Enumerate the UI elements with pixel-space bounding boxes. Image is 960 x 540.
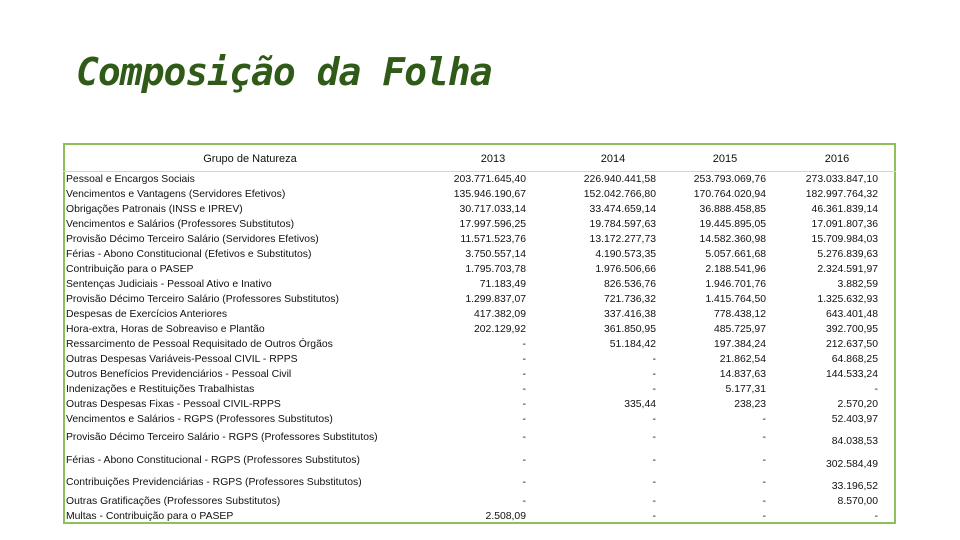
cell-2013: 3.750.557,14 [465,249,526,260]
cell-2013: - [522,399,526,410]
cell-2016: 84.038,53 [831,436,878,447]
cell-2014: 51.184,42 [609,339,656,350]
cell-2016: 212.637,50 [825,339,878,350]
cell-2016: 46.361.839,14 [811,204,878,215]
cell-2013: 202.129,92 [473,324,526,335]
cell-2015: 778.438,12 [713,309,766,320]
row-label: Férias - Abono Constitucional - RGPS (Professores Substitutos) [66,455,360,466]
cell-2015: - [762,455,766,466]
row-label: Obrigações Patronais (INSS e IPREV) [66,204,243,215]
cell-2014: - [652,354,656,365]
row-label: Ressarcimento de Pessoal Requisitado de Outros Órgãos [66,339,333,350]
cell-2016: 182.997.764,32 [805,189,878,200]
cell-2014: 335,44 [624,399,656,410]
row-label: Vencimentos e Salários - RGPS (Professores Substitutos) [66,414,333,425]
cell-2015: 485.725,97 [713,324,766,335]
cell-2016: 302.584,49 [825,459,878,470]
cell-2014: - [652,477,656,488]
cell-2015: 19.445.895,05 [699,219,766,230]
column-header-2013: 2013 [480,153,506,165]
cell-2013: - [522,477,526,488]
cell-2015: 1.415.764,50 [705,294,766,305]
row-label: Sentenças Judiciais - Pessoal Ativo e Inativo [66,279,272,290]
row-label: Outras Gratificações (Professores Substitutos) [66,496,281,507]
cell-2015: 253.793.069,76 [693,174,766,185]
row-label: Outras Despesas Variáveis-Pessoal CIVIL - RPPS [66,354,298,365]
cell-2014: - [652,496,656,507]
cell-2016: 64.868,25 [831,354,878,365]
cell-2015: - [762,432,766,443]
column-header-2014: 2014 [600,153,626,165]
cell-2015: - [762,511,766,522]
cell-2013: - [522,496,526,507]
cell-2014: 337.416,38 [603,309,656,320]
cell-2013: - [522,339,526,350]
cell-2016: 3.882,59 [837,279,878,290]
row-label: Outras Despesas Fixas - Pessoal CIVIL-RPPS [66,399,281,410]
cell-2014: 1.976.506,66 [595,264,656,275]
row-label: Contribuições Previdenciárias - RGPS (Professores Substitutos) [66,477,362,488]
cell-2013: - [522,432,526,443]
row-label: Vencimentos e Vantagens (Servidores Efetivos) [66,189,286,200]
cell-2016: 144.533,24 [825,369,878,380]
column-header-2016: 2016 [824,153,850,165]
cell-2016: - [874,384,878,395]
cell-2015: - [762,414,766,425]
row-label: Contribuição para o PASEP [66,264,194,275]
cell-2013: - [522,384,526,395]
row-label: Outros Benefícios Previdenciários - Pessoal Civil [66,369,292,380]
cell-2013: 11.571.523,76 [460,234,526,245]
cell-2015: 5.177,31 [725,384,766,395]
cell-2013: - [522,455,526,466]
row-label: Despesas de Exercícios Anteriores [66,309,228,320]
row-label: Provisão Décimo Terceiro Salário (Professores Substitutos) [66,294,339,305]
cell-2015: 14.582.360,98 [699,234,766,245]
column-header-grupo: Grupo de Natureza [203,153,297,165]
cell-2015: 197.384,24 [713,339,766,350]
cell-2013: 2.508,09 [485,511,526,522]
cell-2014: - [652,455,656,466]
row-label: Provisão Décimo Terceiro Salário - RGPS (Professores Substitutos) [66,432,378,443]
cell-2013: 1.299.837,07 [465,294,526,305]
cell-2016: 15.709.984,03 [811,234,878,245]
cell-2014: - [652,511,656,522]
cell-2014: 4.190.573,35 [595,249,656,260]
cell-2015: 21.862,54 [719,354,766,365]
cell-2016: 392.700,95 [825,324,878,335]
cell-2015: 170.764.020,94 [693,189,766,200]
cell-2014: - [652,414,656,425]
cell-2016: 5.276.839,63 [817,249,878,260]
page-title: Composição da Folha [76,50,492,94]
cell-2016: 17.091.807,36 [811,219,878,230]
cell-2014: 361.850,95 [603,324,656,335]
cell-2015: 14.837,63 [719,369,766,380]
cell-2015: 238,23 [734,399,766,410]
cell-2014: 152.042.766,80 [583,189,656,200]
row-label: Provisão Décimo Terceiro Salário (Servidores Efetivos) [66,234,319,245]
cell-2015: 1.946.701,76 [705,279,766,290]
cell-2016: 2.570,20 [837,399,878,410]
cell-2014: - [652,369,656,380]
cell-2013: 30.717.033,14 [459,204,526,215]
row-label: Hora-extra, Horas de Sobreaviso e Plantão [66,324,265,335]
cell-2015: - [762,496,766,507]
column-header-2015: 2015 [712,153,738,165]
cell-2016: 273.033.847,10 [805,174,878,185]
cell-2014: 721.736,32 [603,294,656,305]
row-label: Vencimentos e Salários (Professores Substitutos) [66,219,295,230]
cell-2016: 2.324.591,97 [817,264,878,275]
cell-2014: 19.784.597,63 [589,219,656,230]
cell-2013: - [522,414,526,425]
row-label: Férias - Abono Constitucional (Efetivos e Substitutos) [66,249,312,260]
cell-2013: 417.382,09 [473,309,526,320]
cell-2016: - [874,511,878,522]
cell-2014: - [652,432,656,443]
cell-2013: - [522,354,526,365]
cell-2013: 17.997.596,25 [459,219,526,230]
cell-2015: 2.188.541,96 [705,264,766,275]
cell-2013: 1.795.703,78 [465,264,526,275]
row-label: Indenizações e Restituições Trabalhistas [66,384,255,395]
cell-2015: - [762,477,766,488]
row-label: Pessoal e Encargos Sociais [66,174,195,185]
cell-2014: 13.172.277,73 [589,234,656,245]
cell-2016: 52.403,97 [831,414,878,425]
cell-2013: 135.946.190,67 [453,189,526,200]
cell-2015: 5.057.661,68 [705,249,766,260]
cell-2014: 826.536,76 [603,279,656,290]
cell-2014: 226.940.441,58 [583,174,656,185]
cell-2013: 71.183,49 [479,279,526,290]
cell-2013: - [522,369,526,380]
cell-2015: 36.888.458,85 [699,204,766,215]
cell-2016: 33.196,52 [831,481,878,492]
cell-2016: 643.401,48 [825,309,878,320]
row-label: Multas - Contribuição para o PASEP [66,511,234,522]
cell-2016: 8.570,00 [837,496,878,507]
cell-2016: 1.325.632,93 [817,294,878,305]
cell-2014: - [652,384,656,395]
cell-2014: 33.474.659,14 [589,204,656,215]
cell-2013: 203.771.645,40 [453,174,526,185]
